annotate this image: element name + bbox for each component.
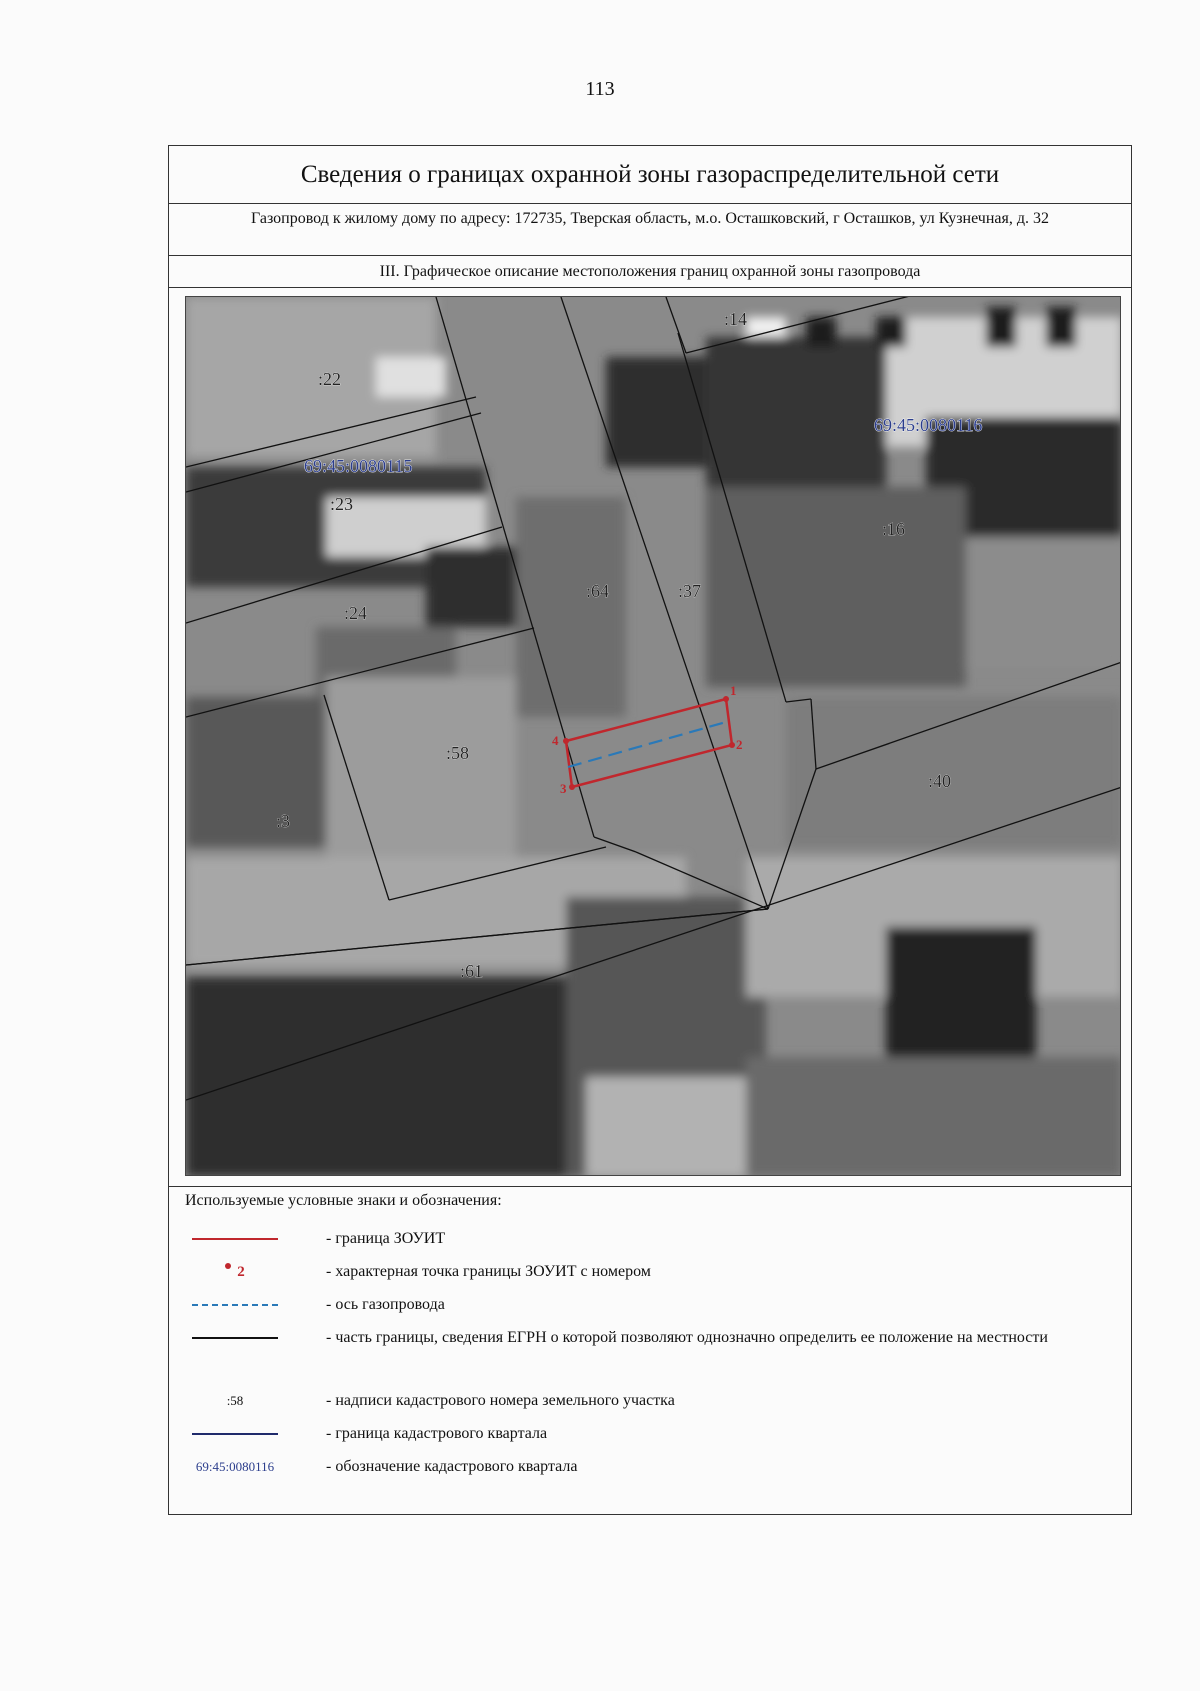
- parcel-label: :64: [586, 581, 610, 601]
- point-number: 2: [237, 1263, 245, 1280]
- page-number: 113: [585, 78, 615, 100]
- parcel-label-symbol: [185, 1386, 285, 1416]
- cadastral-map: [185, 296, 1121, 1176]
- legend-text: - часть границы, сведения ЕГРН о которой позволяют однозначно определить ее положение на местности: [326, 1329, 1048, 1346]
- document-title: Сведения о границах охранной зоны газораспределительной сети: [169, 146, 1131, 204]
- legend-heading: Используемые условные знаки и обозначения:: [185, 1192, 502, 1209]
- parcel-label: :24: [344, 603, 368, 623]
- parcel-label: :61: [460, 961, 484, 981]
- parcel-label: :23: [330, 494, 354, 514]
- legend-item-zone-boundary: [169, 1224, 1131, 1254]
- legend-text: - надписи кадастрового номера земельного участка: [326, 1392, 675, 1409]
- zone-point-label: 2: [736, 737, 743, 752]
- legend-text: - ось газопровода: [326, 1296, 445, 1313]
- parcel-label: :16: [882, 519, 906, 539]
- legend-item-quarter-label: [169, 1452, 1131, 1482]
- quarter-label-sample: 69:45:0080116: [195, 1459, 275, 1474]
- zone-point: [563, 738, 569, 744]
- zone-point: [729, 742, 735, 748]
- parcel-label: :14: [724, 309, 748, 329]
- legend-text: - обозначение кадастрового квартала: [326, 1458, 578, 1475]
- parcel-label: :40: [928, 771, 952, 791]
- point-dot-icon: [225, 1263, 231, 1269]
- section-heading: III. Графическое описание местоположения границ охранной зоны газопровода: [169, 256, 1131, 288]
- parcel-label-sample: :58: [226, 1393, 244, 1408]
- quarter-label-symbol: [185, 1452, 285, 1482]
- zone-point: [723, 696, 729, 702]
- blue-dashed-symbol: [185, 1290, 285, 1320]
- legend-text: - характерная точка границы ЗОУИТ с номером: [326, 1263, 651, 1280]
- zone-point-label: 1: [730, 683, 737, 698]
- object-address: Газопровод к жилому дому по адресу: 172735, Тверская область, м.о. Осташковский, г Осташков, ул Кузнечная, д. 32: [169, 204, 1131, 256]
- map-svg: [186, 297, 1121, 1176]
- legend-item-parcel-boundary: [169, 1323, 1131, 1375]
- parcel-label: :22: [318, 369, 342, 389]
- document-frame: [168, 145, 1132, 1515]
- navy-line-symbol: [185, 1419, 285, 1449]
- quarter-label: 69:45:0080115: [304, 456, 413, 476]
- legend-item-quarter-boundary: [169, 1419, 1131, 1449]
- zone-point-label: 3: [560, 781, 567, 796]
- parcel-label: :3: [276, 811, 291, 831]
- black-line-symbol: [185, 1323, 285, 1353]
- legend-item-parcel-label: [169, 1386, 1131, 1416]
- red-line-symbol: [185, 1224, 285, 1254]
- legend-item-gas-axis: [169, 1290, 1131, 1320]
- parcel-label: :37: [678, 581, 702, 601]
- legend-text: - граница ЗОУИТ: [326, 1230, 446, 1247]
- quarter-label: 69:45:0080116: [874, 415, 983, 435]
- zone-point: [569, 784, 575, 790]
- zone-point-label: 4: [552, 733, 559, 748]
- red-point-symbol: [185, 1257, 285, 1287]
- parcel-label: :58: [446, 743, 470, 763]
- legend-divider: [169, 1186, 1131, 1187]
- legend-text: - граница кадастрового квартала: [326, 1425, 548, 1442]
- legend-item-zone-point: [169, 1257, 1131, 1287]
